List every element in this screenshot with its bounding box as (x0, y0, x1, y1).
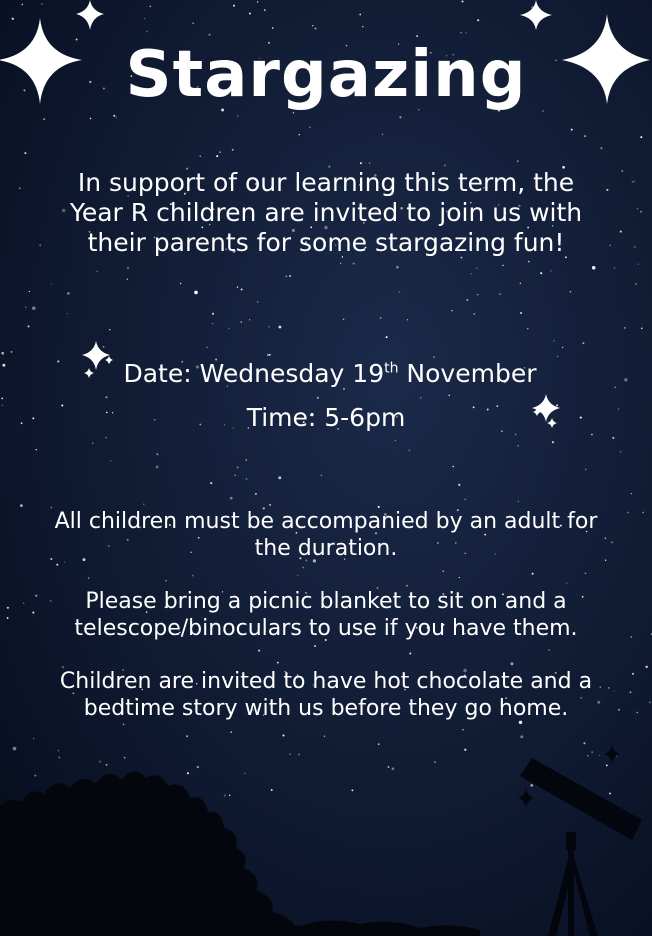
event-time: Time: 5-6pm (246, 403, 406, 432)
date-ordinal-suffix: th (384, 360, 399, 377)
note-picnic-blanket: Please bring a picnic blanket to sit on and a telescope/binoculars to use if you have them. (74, 589, 578, 641)
date-month: November (398, 359, 537, 388)
intro-text: In support of our learning this term, the Year R children are invited to join us with their parents for some stargazing fun! (69, 168, 583, 257)
note-hot-chocolate: Children are invited to have hot chocolate and a bedtime story with us before they go home. (59, 669, 593, 721)
telescope-icon (520, 758, 642, 936)
sparkle-icon (520, 0, 552, 30)
event-notes (50, 508, 602, 748)
sparkle-icon (76, 0, 104, 30)
event-date (60, 358, 600, 390)
date-prefix: Date: Wednesday 19 (123, 359, 385, 388)
note-accompaniment: All children must be accompanied by an adult for the duration. (54, 509, 598, 561)
tree-silhouette (0, 736, 652, 936)
poster-title: Stargazing (125, 38, 527, 112)
